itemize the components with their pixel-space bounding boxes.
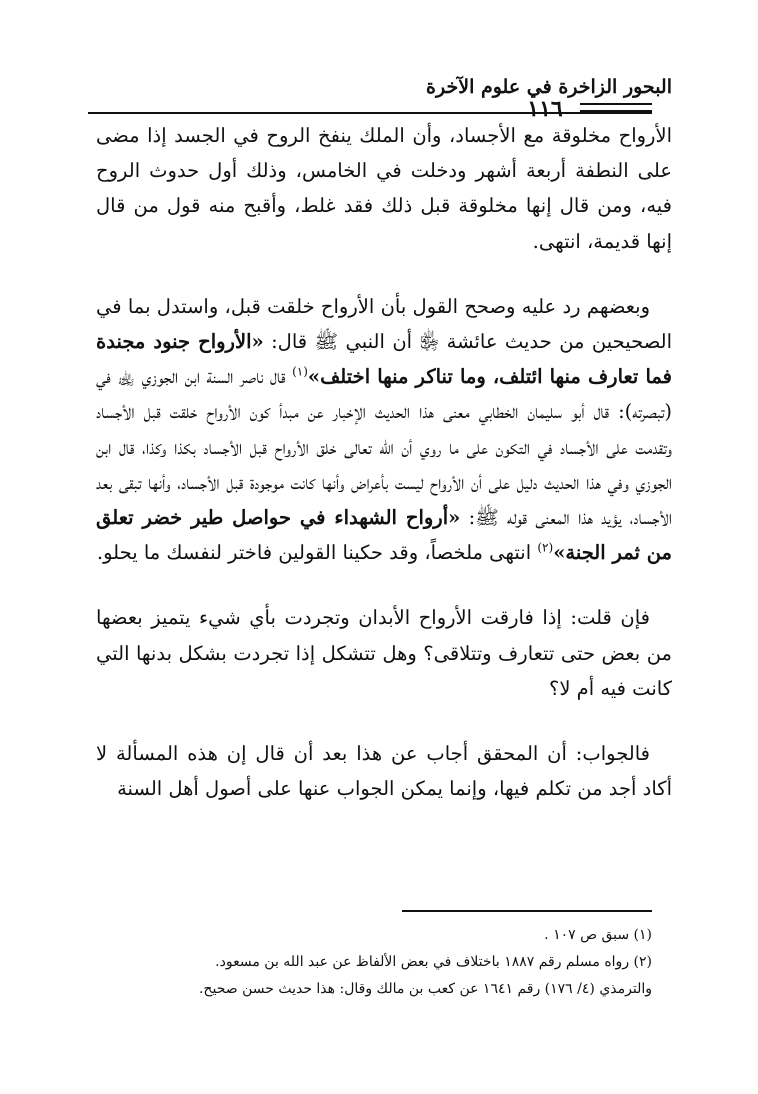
- footnote-separator: [402, 910, 652, 912]
- paragraph-1: [96, 118, 672, 259]
- footnote-ref-1[interactable]: (١): [292, 364, 308, 379]
- page-number: ١١٦: [527, 96, 563, 122]
- footnote-1: (١) سبق ص ١٠٧ .: [544, 927, 652, 943]
- hadith-quote-2: «أرواح الشهداء في حواصل طير خضر تعلق من ثمر الجنة»: [96, 506, 672, 565]
- footnotes: [92, 922, 652, 1003]
- running-title: البحور الزاخرة في علوم الآخرة: [426, 76, 672, 98]
- paragraph-1-text: الأرواح مخلوقة مع الأجساد، وأن الملك ينفخ الروح في الجسد إذا مضى على النطفة أربعة أشهر ودخلت في الخامس، وذلك أول حدوث الروح فيه، ومن قال إنها مخلوقة قبل ذلك فقد غلط، وأقبح منه قول من قال إنها قديمة، انتهى.: [96, 124, 672, 253]
- paragraph-3-text: فإن قلت: إذا فارقت الأرواح الأبدان وتجردت بأي شيء يتميز بعضها من بعض حتى تتعارف وتتلاقى؟ وهل تتشكل إذا تجردت بشكل بدنها التي كانت فيه أم لا؟: [96, 606, 672, 700]
- header-rule: [88, 112, 652, 114]
- paragraph-2-part-1: وبعضهم رد عليه وصحح القول بأن الأرواح خلقت قبل، واستدل بما في الصحيحين من حديث عائشة ﵂ أن النبي ﷺ قال:: [96, 294, 672, 354]
- paragraph-2: [96, 289, 672, 571]
- header-double-rule: [580, 103, 652, 112]
- footnote-2: (٢) رواه مسلم رقم ١٨٨٧ باختلاف في بعض الألفاظ عن عبد الله بن مسعود.: [215, 954, 652, 970]
- footnote-2-continued: والترمذي (٤/ ١٧٦) رقم ١٦٤١ عن كعب بن مالك وقال: هذا حديث حسن صحيح.: [198, 981, 652, 997]
- hadith-quote-1: «الأرواح جنود مجندة فما تعارف منها ائتلف، وما تناكر منها اختلف»: [96, 330, 672, 389]
- body-text: [96, 118, 672, 806]
- paragraph-4: [96, 736, 672, 806]
- paragraph-2-part-3: انتهى ملخصاً، وقد حكينا القولين فاختر لنفسك ما يحلو.: [96, 541, 538, 565]
- paragraph-2-part-2: قال ناصر السنة ابن الجوزي ﵀ في (تبصرته): قال أبو سليمان الخطابي معنى هذا الحديث الإخبار عن مبدأ كون الأرواح خلقت قبل الأجساد وتقدمت على الأجساد في التكون على ما روي أن الله تعالى خلق الأرواح قبل الأجساد بكذا وكذا، قال ابن الجوزي وفي هذا الحديث دليل على أن الأرواح ليست بأعراض وأنها كانت موجودة قبل الأجساد، وأنها تبقى بعد الأجساد، يؤيد هذا المعنى قوله ﷺ:: [96, 365, 672, 530]
- footnote-ref-2[interactable]: (٢): [537, 540, 554, 555]
- paragraph-3: [96, 600, 672, 706]
- paragraph-4-text: فالجواب: أن المحقق أجاب عن هذا بعد أن قال إن هذه المسألة لا أكاد أجد من تكلم فيها، وإنما يمكن الجواب عنها على أصول أهل السنة: [96, 742, 672, 801]
